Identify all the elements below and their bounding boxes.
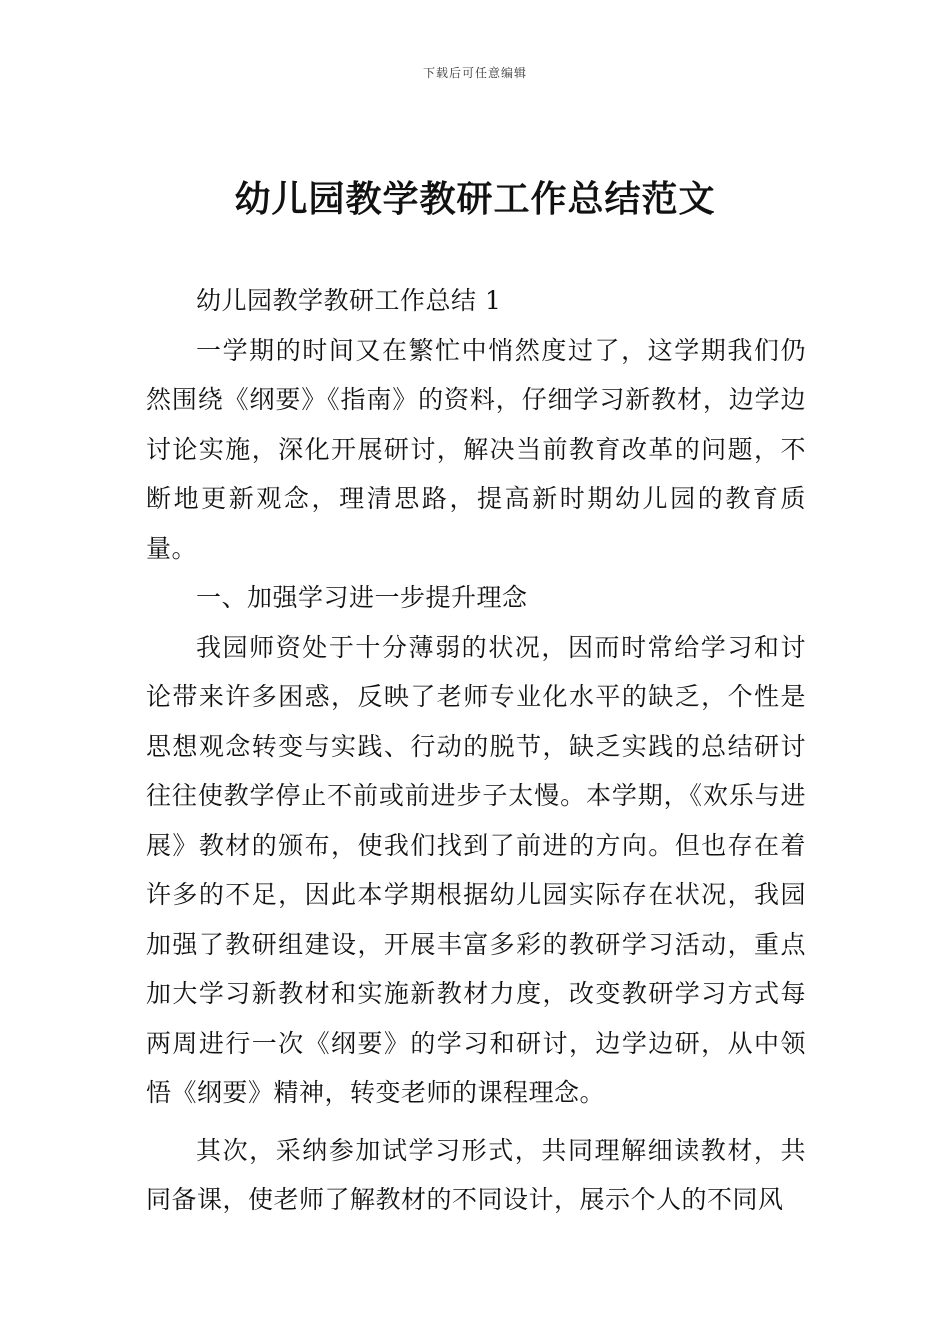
body-paragraph: 我园师资处于十分薄弱的状况，因而时常给学习和讨论带来许多困惑，反映了老师专业化水平的缺乏，个性是思想观念转变与实践、行动的脱节，缺乏实践的总结研讨往往使教学停止不前或前进步子太慢。本学期，《欢乐与进展》教材的颁布，使我们找到了前进的方向。但也存在着许多的不足，因此本学期根据幼儿园实际存在状况，我园加强了教研组建设，开展丰富多彩的教研学习活动，重点加大学习新教材和实施新教材力度，改变教研学习方式每两周进行一次《纲要》的学习和研讨，边学边研，从中领悟《纲要》精神，转变老师的课程理念。 <box>146 632 806 1107</box>
section-heading: 一、加强学习进一步提升理念 <box>196 583 528 612</box>
document-title: 幼儿园教学教研工作总结范文 <box>234 179 716 220</box>
intro-paragraph: 一学期的时间又在繁忙中悄然度过了，这学期我们仍然围绕《纲要》《指南》的资料，仔细学习新教材，边学边讨论实施，深化开展研讨，解决当前教育改革的问题，不断地更新观念，理清思路，提高新时期幼儿园的教育质量。 <box>146 335 806 563</box>
document-body <box>146 276 806 1225</box>
subtitle-paragraph: 幼儿园教学教研工作总结 1 <box>196 286 502 315</box>
body-paragraph: 其次，采纳参加试学习形式，共同理解细读教材，共同备课，使老师了解教材的不同设计，展示个人的不同风 <box>146 1135 806 1214</box>
header-note: 下载后可任意编辑 <box>422 66 527 80</box>
